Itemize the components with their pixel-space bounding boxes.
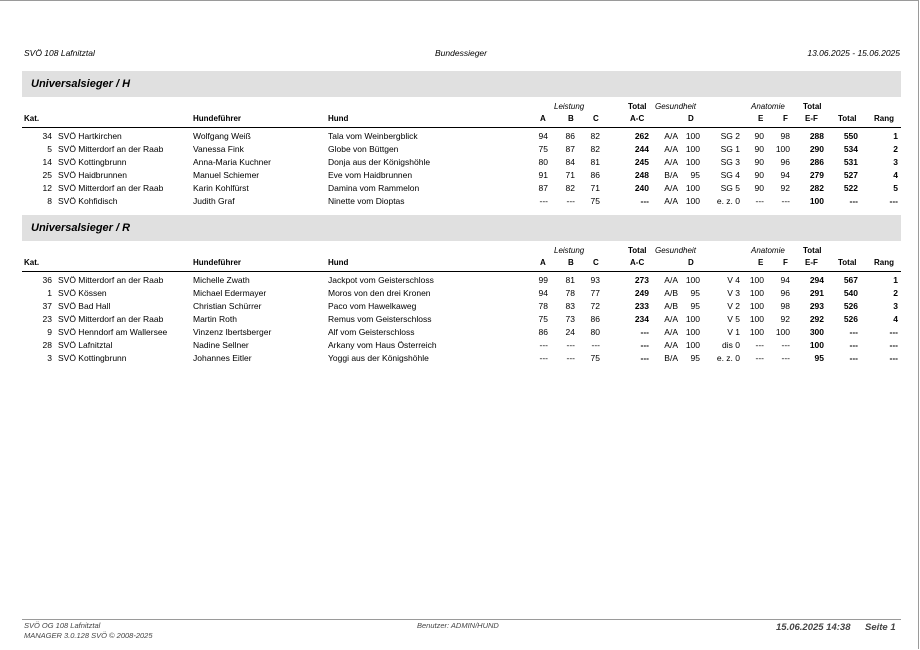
cell-f: 96	[780, 157, 790, 167]
cell-b: 81	[565, 275, 575, 285]
cell-d: 95	[690, 170, 700, 180]
cell-gd: A/A	[664, 275, 678, 285]
cell-ac: ---	[640, 353, 649, 363]
cell-ac: 249	[634, 288, 649, 298]
cell-b: ---	[566, 353, 575, 363]
col-leistung: Leistung	[554, 102, 585, 111]
cell-f: ---	[781, 196, 790, 206]
cell-ef: 292	[809, 314, 824, 324]
cell-b: 87	[565, 144, 575, 154]
cell-fuehrer: Vanessa Fink	[193, 144, 244, 154]
cell-c: 75	[590, 196, 600, 206]
col-fuehrer: Hundeführer	[193, 114, 241, 123]
col-ef: E-F	[805, 258, 818, 267]
cell-a: 87	[538, 183, 548, 193]
cell-a: ---	[539, 353, 548, 363]
section-universalsieger-h	[22, 71, 901, 208]
cell-kat: 9	[47, 327, 52, 337]
cell-f: 96	[780, 288, 790, 298]
col-gesundheit: Gesundheit	[655, 246, 696, 255]
cell-ac: 244	[634, 144, 649, 154]
cell-gd: A/A	[664, 327, 678, 337]
col-ef: E-F	[805, 114, 818, 123]
cell-f: 100	[775, 327, 790, 337]
cell-d: 100	[685, 340, 700, 350]
table-row	[22, 156, 901, 169]
cell-club: SVÖ Haidbrunnen	[58, 170, 127, 180]
cell-fuehrer: Karin Kohlfürst	[193, 183, 249, 193]
col-total-ac: Total	[628, 246, 647, 255]
cell-gd: B/A	[664, 353, 678, 363]
cell-e: 100	[749, 327, 764, 337]
cell-sg: SG 2	[720, 131, 740, 141]
cell-fuehrer: Vinzenz Ibertsberger	[193, 327, 272, 337]
cell-c: 93	[590, 275, 600, 285]
col-gesundheit: Gesundheit	[655, 102, 696, 111]
cell-ef: 286	[809, 157, 824, 167]
cell-gd: A/B	[664, 301, 678, 311]
rows	[22, 272, 901, 365]
cell-sg: V 5	[727, 314, 740, 324]
cell-c: 81	[590, 157, 600, 167]
cell-total: ---	[849, 353, 858, 363]
col-total-ef: Total	[803, 102, 822, 111]
col-d: D	[688, 258, 694, 267]
cell-total: 531	[843, 157, 858, 167]
cell-d: 100	[685, 314, 700, 324]
cell-f: 92	[780, 183, 790, 193]
cell-ac: ---	[640, 327, 649, 337]
cell-hund: Damina vom Rammelon	[328, 183, 420, 193]
cell-club: SVÖ Henndorf am Wallersee	[58, 327, 168, 337]
cell-d: 100	[685, 157, 700, 167]
cell-e: 90	[754, 131, 764, 141]
cell-a: 80	[538, 157, 548, 167]
cell-ef: 100	[809, 340, 824, 350]
table-row	[22, 326, 901, 339]
cell-f: 100	[775, 144, 790, 154]
cell-e: 100	[749, 288, 764, 298]
cell-d: 100	[685, 196, 700, 206]
cell-d: 95	[690, 353, 700, 363]
cell-fuehrer: Judith Graf	[193, 196, 235, 206]
col-total-ac: Total	[628, 102, 647, 111]
cell-ef: 294	[809, 275, 824, 285]
cell-gd: A/B	[664, 288, 678, 298]
cell-total: 567	[843, 275, 858, 285]
table-row	[22, 195, 901, 208]
cell-ac: ---	[640, 196, 649, 206]
cell-b: 82	[565, 183, 575, 193]
cell-d: 100	[685, 275, 700, 285]
cell-ac: 245	[634, 157, 649, 167]
col-c: C	[593, 114, 599, 123]
cell-e: 90	[754, 157, 764, 167]
cell-b: 78	[565, 288, 575, 298]
cell-a: 75	[538, 314, 548, 324]
cell-club: SVÖ Mitterdorf an der Raab	[58, 314, 164, 324]
cell-b: ---	[566, 340, 575, 350]
cell-d: 100	[685, 131, 700, 141]
cell-d: 95	[690, 288, 700, 298]
cell-hund: Arkany vom Haus Österreich	[328, 340, 437, 350]
cell-gd: B/A	[664, 170, 678, 180]
cell-kat: 8	[47, 196, 52, 206]
cell-b: 84	[565, 157, 575, 167]
cell-f: 94	[780, 170, 790, 180]
cell-fuehrer: Nadine Sellner	[193, 340, 249, 350]
header-club: SVÖ 108 Lafnitztal	[24, 48, 95, 58]
cell-ef: 300	[809, 327, 824, 337]
cell-a: 86	[538, 327, 548, 337]
cell-kat: 23	[42, 314, 52, 324]
cell-e: 100	[749, 275, 764, 285]
cell-club: SVÖ Lafnitztal	[58, 340, 113, 350]
column-header	[22, 241, 901, 272]
cell-e: 100	[749, 301, 764, 311]
cell-ac: 273	[634, 275, 649, 285]
col-a: A	[540, 114, 546, 123]
cell-kat: 36	[42, 275, 52, 285]
col-total: Total	[838, 114, 857, 123]
cell-hund: Remus vom Geisterschloss	[328, 314, 432, 324]
table-row	[22, 169, 901, 182]
cell-rang: ---	[889, 340, 898, 350]
table-row	[22, 130, 901, 143]
col-b: B	[568, 114, 574, 123]
table-row	[22, 313, 901, 326]
cell-ac: 262	[634, 131, 649, 141]
cell-fuehrer: Michael Edermayer	[193, 288, 267, 298]
cell-club: SVÖ Bad Hall	[58, 301, 111, 311]
cell-e: 100	[749, 314, 764, 324]
header-title: Bundessieger	[435, 48, 487, 58]
cell-fuehrer: Wolfgang Weiß	[193, 131, 251, 141]
cell-b: 24	[565, 327, 575, 337]
cell-c: 71	[590, 183, 600, 193]
table-row	[22, 339, 901, 352]
cell-f: ---	[781, 353, 790, 363]
cell-total: 527	[843, 170, 858, 180]
cell-total: 522	[843, 183, 858, 193]
table-row	[22, 182, 901, 195]
cell-rang: 2	[893, 288, 898, 298]
column-header	[22, 97, 901, 128]
col-kat: Kat.	[24, 258, 40, 267]
cell-a: 94	[538, 288, 548, 298]
cell-club: SVÖ Kottingbrunn	[58, 157, 127, 167]
cell-hund: Tala vom Weinbergblick	[328, 131, 418, 141]
col-e: E	[758, 114, 764, 123]
col-e: E	[758, 258, 764, 267]
col-hund: Hund	[328, 114, 349, 123]
cell-kat: 28	[42, 340, 52, 350]
cell-b: 71	[565, 170, 575, 180]
cell-ef: 282	[809, 183, 824, 193]
cell-total: ---	[849, 340, 858, 350]
cell-total: 526	[843, 314, 858, 324]
cell-kat: 5	[47, 144, 52, 154]
cell-a: 75	[538, 144, 548, 154]
cell-gd: A/A	[664, 183, 678, 193]
col-hund: Hund	[328, 258, 349, 267]
col-rang: Rang	[874, 114, 894, 123]
cell-rang: 4	[893, 170, 898, 180]
cell-rang: 4	[893, 314, 898, 324]
cell-rang: 2	[893, 144, 898, 154]
cell-d: 100	[685, 183, 700, 193]
cell-a: 78	[538, 301, 548, 311]
table-row	[22, 274, 901, 287]
cell-hund: Yoggi aus der Königshöhle	[328, 353, 429, 363]
col-ac: A-C	[630, 258, 645, 267]
cell-total: ---	[849, 327, 858, 337]
cell-ef: 293	[809, 301, 824, 311]
cell-gd: A/A	[664, 314, 678, 324]
cell-rang: ---	[889, 196, 898, 206]
cell-ef: 290	[809, 144, 824, 154]
cell-club: SVÖ Kottingbrunn	[58, 353, 127, 363]
cell-f: 94	[780, 275, 790, 285]
cell-fuehrer: Christian Schürrer	[193, 301, 262, 311]
cell-hund: Paco vom Hawelkaweg	[328, 301, 417, 311]
cell-rang: ---	[889, 353, 898, 363]
cell-ac: 233	[634, 301, 649, 311]
col-leistung: Leistung	[554, 246, 585, 255]
cell-c: 82	[590, 144, 600, 154]
table-row	[22, 287, 901, 300]
cell-kat: 14	[42, 157, 52, 167]
cell-e: 90	[754, 144, 764, 154]
cell-e: ---	[755, 196, 764, 206]
cell-kat: 34	[42, 131, 52, 141]
cell-club: SVÖ Mitterdorf an der Raab	[58, 183, 164, 193]
cell-sg: SG 3	[720, 157, 740, 167]
cell-club: SVÖ Kössen	[58, 288, 107, 298]
table-row	[22, 352, 901, 365]
footer-user: Benutzer: ADMIN/HUND	[417, 621, 499, 630]
cell-total: 540	[843, 288, 858, 298]
footer-org: SVÖ OG 108 Lafnitztal	[24, 621, 101, 630]
cell-f: ---	[781, 340, 790, 350]
cell-f: 92	[780, 314, 790, 324]
col-c: C	[593, 258, 599, 267]
cell-e: ---	[755, 340, 764, 350]
rows	[22, 128, 901, 208]
cell-hund: Globe von Büttgen	[328, 144, 399, 154]
footer-page: Seite 1	[865, 622, 896, 633]
cell-gd: A/A	[664, 131, 678, 141]
cell-hund: Moros von den drei Kronen	[328, 288, 431, 298]
cell-sg: SG 5	[720, 183, 740, 193]
cell-hund: Alf vom Geisterschloss	[328, 327, 415, 337]
cell-ac: 240	[634, 183, 649, 193]
cell-hund: Jackpot vom Geisterschloss	[328, 275, 434, 285]
table-row	[22, 300, 901, 313]
cell-sg: V 3	[727, 288, 740, 298]
col-ac: A-C	[630, 114, 645, 123]
cell-rang: 3	[893, 157, 898, 167]
cell-f: 98	[780, 131, 790, 141]
cell-e: 90	[754, 170, 764, 180]
cell-a: ---	[539, 196, 548, 206]
header-dates: 13.06.2025 - 15.06.2025	[807, 48, 900, 58]
cell-rang: ---	[889, 327, 898, 337]
cell-e: 90	[754, 183, 764, 193]
cell-b: 73	[565, 314, 575, 324]
cell-b: 83	[565, 301, 575, 311]
cell-club: SVÖ Mitterdorf an der Raab	[58, 144, 164, 154]
col-b: B	[568, 258, 574, 267]
cell-c: 86	[590, 314, 600, 324]
cell-ef: 95	[814, 353, 824, 363]
cell-sg: dis 0	[722, 340, 740, 350]
cell-gd: A/A	[664, 196, 678, 206]
cell-a: 94	[538, 131, 548, 141]
col-f: F	[783, 114, 788, 123]
cell-d: 100	[685, 327, 700, 337]
col-anatomie: Anatomie	[751, 102, 785, 111]
cell-ef: 279	[809, 170, 824, 180]
col-a: A	[540, 258, 546, 267]
cell-kat: 1	[47, 288, 52, 298]
col-f: F	[783, 258, 788, 267]
cell-c: 86	[590, 170, 600, 180]
cell-ef: 100	[809, 196, 824, 206]
cell-total: 526	[843, 301, 858, 311]
col-total-ef: Total	[803, 246, 822, 255]
cell-gd: A/A	[664, 340, 678, 350]
cell-sg: SG 1	[720, 144, 740, 154]
cell-c: ---	[591, 340, 600, 350]
cell-sg: V 2	[727, 301, 740, 311]
cell-ac: 234	[634, 314, 649, 324]
cell-b: 86	[565, 131, 575, 141]
section-title: Universalsieger / H	[22, 71, 901, 97]
cell-a: 91	[538, 170, 548, 180]
cell-e: ---	[755, 353, 764, 363]
cell-fuehrer: Martin Roth	[193, 314, 237, 324]
cell-ac: 248	[634, 170, 649, 180]
col-total: Total	[838, 258, 857, 267]
cell-b: ---	[566, 196, 575, 206]
col-kat: Kat.	[24, 114, 40, 123]
cell-c: 80	[590, 327, 600, 337]
cell-kat: 3	[47, 353, 52, 363]
cell-hund: Eve vom Haidbrunnen	[328, 170, 413, 180]
cell-kat: 12	[42, 183, 52, 193]
cell-a: 99	[538, 275, 548, 285]
cell-fuehrer: Manuel Schiemer	[193, 170, 260, 180]
cell-kat: 37	[42, 301, 52, 311]
cell-sg: V 1	[727, 327, 740, 337]
cell-sg: e. z. 0	[716, 353, 740, 363]
section-title: Universalsieger / R	[22, 215, 901, 241]
cell-fuehrer: Anna-Maria Kuchner	[193, 157, 271, 167]
cell-rang: 3	[893, 301, 898, 311]
cell-gd: A/A	[664, 157, 678, 167]
cell-ef: 291	[809, 288, 824, 298]
footer-datetime: 15.06.2025 14:38	[776, 622, 851, 633]
col-rang: Rang	[874, 258, 894, 267]
cell-hund: Ninette vom Dioptas	[328, 196, 405, 206]
cell-fuehrer: Michelle Zwath	[193, 275, 250, 285]
cell-c: 77	[590, 288, 600, 298]
cell-club: SVÖ Mitterdorf an der Raab	[58, 275, 164, 285]
cell-rang: 5	[893, 183, 898, 193]
cell-d: 95	[690, 301, 700, 311]
cell-ef: 288	[809, 131, 824, 141]
cell-a: ---	[539, 340, 548, 350]
cell-fuehrer: Johannes Eitler	[193, 353, 252, 363]
cell-total: 534	[843, 144, 858, 154]
col-fuehrer: Hundeführer	[193, 258, 241, 267]
cell-d: 100	[685, 144, 700, 154]
cell-sg: SG 4	[720, 170, 740, 180]
section-universalsieger-r	[22, 215, 901, 365]
col-anatomie: Anatomie	[751, 246, 785, 255]
footer-version: MANAGER 3.0.128 SVÖ © 2008-2025	[24, 631, 153, 640]
cell-total: ---	[849, 196, 858, 206]
cell-f: 98	[780, 301, 790, 311]
cell-c: 75	[590, 353, 600, 363]
cell-hund: Donja aus der Königshöhle	[328, 157, 431, 167]
cell-c: 82	[590, 131, 600, 141]
cell-rang: 1	[893, 131, 898, 141]
col-d: D	[688, 114, 694, 123]
cell-kat: 25	[42, 170, 52, 180]
cell-sg: V 4	[727, 275, 740, 285]
footer-divider	[22, 619, 901, 620]
cell-sg: e. z. 0	[716, 196, 740, 206]
cell-ac: ---	[640, 340, 649, 350]
cell-c: 72	[590, 301, 600, 311]
cell-club: SVÖ Hartkirchen	[58, 131, 122, 141]
cell-club: SVÖ Kohfidisch	[58, 196, 118, 206]
cell-gd: A/A	[664, 144, 678, 154]
table-row	[22, 143, 901, 156]
cell-total: 550	[843, 131, 858, 141]
cell-rang: 1	[893, 275, 898, 285]
